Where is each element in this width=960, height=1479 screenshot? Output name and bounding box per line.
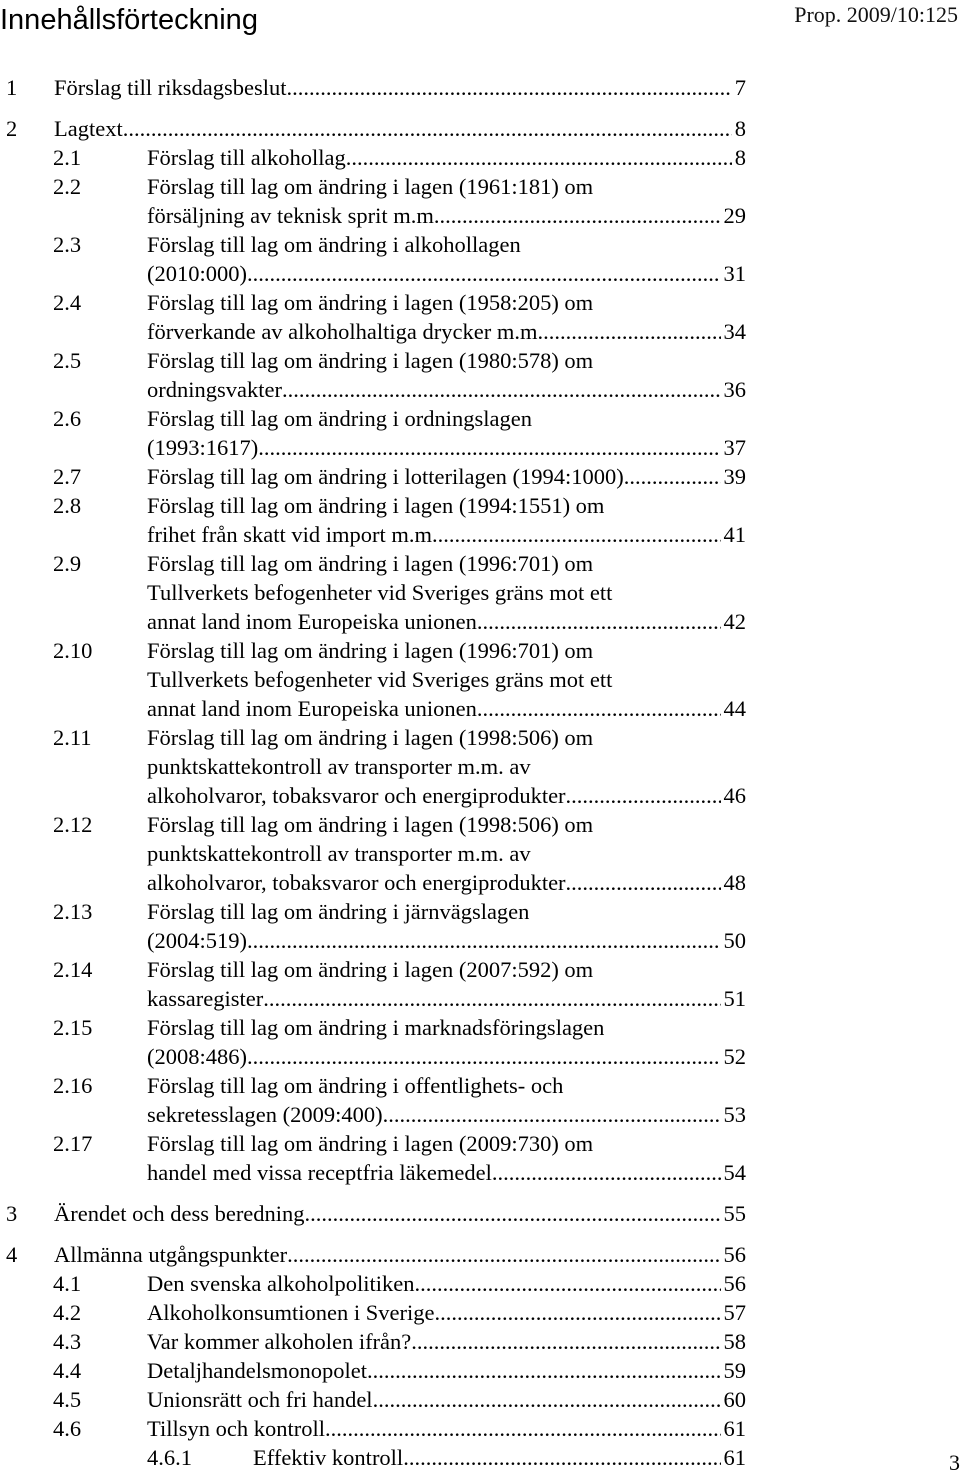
toc-entry-leader-line <box>147 201 746 230</box>
toc-entry-title-line: Förslag till lag om ändring i lagen (2009:730) om <box>147 1131 594 1156</box>
toc-entry-leader-line <box>147 607 746 636</box>
dot-leader <box>477 694 721 723</box>
toc-entry-page: 8 <box>734 145 746 170</box>
toc-entry-title-line: Förslag till lag om ändring i lagen (1998:506) om <box>147 725 594 750</box>
toc-entry[interactable] <box>0 1269 960 1298</box>
toc-entry-leader-line <box>147 781 746 810</box>
toc-entry-leader-line <box>147 375 746 404</box>
toc-entry-leader-line <box>147 1158 746 1187</box>
toc-entry-title-line: Var kommer alkoholen ifrån? <box>147 1329 412 1354</box>
dot-leader <box>543 317 720 346</box>
dot-leader <box>123 114 732 143</box>
dot-leader <box>492 1158 721 1187</box>
toc-entry-title-line: (2008:486) <box>147 1044 247 1069</box>
toc-entry[interactable] <box>0 404 960 462</box>
toc-entry-title-line: kassaregister <box>147 986 264 1011</box>
toc-entry[interactable] <box>0 1327 960 1356</box>
toc-entry-number: 2.9 <box>53 551 82 576</box>
toc-entry-page: 56 <box>723 1271 746 1296</box>
toc-entry-leader-line <box>147 694 746 723</box>
toc-entry[interactable] <box>0 1356 960 1385</box>
toc-entry-title-line: Den svenska alkoholpolitiken <box>147 1271 415 1296</box>
toc-entry-title-line: alkoholvaror, tobaksvaror och energiprodukter <box>147 870 566 895</box>
toc-entry-number: 2.4 <box>53 290 82 315</box>
toc-entry-page: 39 <box>723 464 746 489</box>
toc-entry-title-line: Lagtext <box>54 116 123 141</box>
toc-entry-number: 3 <box>6 1201 18 1226</box>
dot-leader <box>477 607 721 636</box>
toc-entry-title-line: Förslag till riksdagsbeslut <box>54 75 287 100</box>
toc-entry-page: 58 <box>723 1329 746 1354</box>
dot-leader <box>247 926 721 955</box>
toc-entry[interactable] <box>0 1385 960 1414</box>
toc-entry-page: 8 <box>734 116 746 141</box>
toc-entry-leader-line <box>147 143 746 172</box>
dot-leader <box>566 781 721 810</box>
toc-entry-title-line: alkoholvaror, tobaksvaror och energiprodukter <box>147 783 566 808</box>
toc-entry-number: 2.15 <box>53 1015 93 1040</box>
toc-entry-page: 52 <box>723 1044 746 1069</box>
toc-entry-page: 42 <box>723 609 746 634</box>
toc-entry-page: 55 <box>723 1201 746 1226</box>
toc-entry-title-line: Tullverkets befogenheter vid Sveriges gräns mot ett <box>147 667 613 692</box>
toc-entry-page: 29 <box>723 203 746 228</box>
toc-entry-number: 4.6 <box>53 1416 82 1441</box>
toc-entry-title-line: förverkande av alkoholhaltiga drycker m.m. <box>147 319 544 344</box>
toc-entry-page: 36 <box>723 377 746 402</box>
toc-entry-number: 4.5 <box>53 1387 82 1412</box>
dot-leader <box>439 201 720 230</box>
toc-entry-leader-line <box>147 868 746 897</box>
toc-entry-title-line: Förslag till alkohollag <box>147 145 346 170</box>
toc-entry[interactable] <box>0 1013 960 1071</box>
toc-entry-title-line: (1993:1617) <box>147 435 259 460</box>
toc-entry-leader-line <box>147 1356 746 1385</box>
toc-entry-number: 2.6 <box>53 406 82 431</box>
toc-entry-title-line: Förslag till lag om ändring i lagen (1994:1551) om <box>147 493 605 518</box>
dot-leader <box>624 462 721 491</box>
dot-leader <box>258 433 720 462</box>
toc-entry[interactable] <box>0 1199 960 1228</box>
toc-entry-title-line: Förslag till lag om ändring i lagen (1980:578) om <box>147 348 594 373</box>
toc-entry[interactable] <box>0 810 960 897</box>
toc-entry-leader-line <box>147 1042 746 1071</box>
toc-entry[interactable] <box>0 114 960 143</box>
document-reference: Prop. 2009/10:125 <box>794 2 958 27</box>
toc-entry-page: 56 <box>723 1242 746 1267</box>
toc-entry-leader-line <box>147 926 746 955</box>
page-number: 3 <box>949 1450 960 1475</box>
dot-leader <box>367 1356 721 1385</box>
toc-entry-number: 2.14 <box>53 957 93 982</box>
page-header-title: Innehållsförteckning <box>0 4 258 36</box>
toc-entry-number: 2.7 <box>53 464 82 489</box>
toc-entry-title-line: Allmänna utgångspunkter <box>54 1242 288 1267</box>
toc-entry-page: 7 <box>734 75 746 100</box>
toc-entry-number: 2.3 <box>53 232 82 257</box>
toc-entry-leader-line <box>253 1443 746 1472</box>
toc-entry-page: 53 <box>723 1102 746 1127</box>
dot-leader <box>263 984 720 1013</box>
toc-entry-page: 60 <box>723 1387 746 1412</box>
toc-entry-page: 41 <box>723 522 746 547</box>
toc-entry-title-line: Förslag till lag om ändring i lagen (1961:181) om <box>147 174 594 199</box>
toc-entry-title-line: Förslag till lag om ändring i marknadsföringslagen <box>147 1015 605 1040</box>
toc-entry-page: 59 <box>723 1358 746 1383</box>
toc-entry-number: 4 <box>6 1242 18 1267</box>
toc-entry-title-line: punktskattekontroll av transporter m.m. av <box>147 754 531 779</box>
toc-entry-number: 2.13 <box>53 899 93 924</box>
toc-entry-leader-line <box>147 433 746 462</box>
toc-entry-page: 46 <box>723 783 746 808</box>
toc-entry[interactable] <box>0 1298 960 1327</box>
toc-entry-page: 44 <box>723 696 746 721</box>
toc-entry[interactable] <box>0 491 960 549</box>
toc-entry-leader-line <box>54 1199 746 1228</box>
toc-entry-number: 2.16 <box>53 1073 93 1098</box>
toc-entry-title-line: Unionsrätt och fri handel <box>147 1387 373 1412</box>
toc-entry-title-line: (2004:519) <box>147 928 247 953</box>
toc-entry-title-line: Förslag till lag om ändring i lagen (2007:592) om <box>147 957 594 982</box>
toc-entry[interactable] <box>0 1129 960 1187</box>
toc-entry-title-line: sekretesslagen (2009:400) <box>147 1102 383 1127</box>
toc-entry-page: 48 <box>723 870 746 895</box>
toc-entry-title-line: Detaljhandelsmonopolet <box>147 1358 367 1383</box>
toc-entry-page: 34 <box>723 319 746 344</box>
dot-leader <box>282 375 721 404</box>
toc-entry-number: 2.12 <box>53 812 93 837</box>
dot-leader <box>403 1443 720 1472</box>
toc-entry-leader-line <box>54 114 746 143</box>
dot-leader <box>414 1269 720 1298</box>
toc-entry[interactable] <box>0 346 960 404</box>
toc-entry-title-line: Förslag till lag om ändring i offentlighets- och <box>147 1073 564 1098</box>
toc-entry-title-line: punktskattekontroll av transporter m.m. av <box>147 841 531 866</box>
toc-entry-number: 4.1 <box>53 1271 82 1296</box>
toc-entry[interactable] <box>0 1414 960 1443</box>
toc-entry[interactable] <box>0 1071 960 1129</box>
toc-entry-page: 50 <box>723 928 746 953</box>
toc-entry-title-line: Förslag till lag om ändring i järnvägslagen <box>147 899 530 924</box>
toc-entry[interactable] <box>0 143 960 172</box>
toc-entry-number: 2.1 <box>53 145 82 170</box>
toc-entry-title-line: annat land inom Europeiska unionen <box>147 696 477 721</box>
dot-leader <box>287 73 732 102</box>
toc-entry-title-line: annat land inom Europeiska unionen <box>147 609 477 634</box>
toc-entry-leader-line <box>147 984 746 1013</box>
toc-entry[interactable] <box>0 1240 960 1269</box>
dot-leader <box>247 1042 721 1071</box>
toc-entry-page: 37 <box>723 435 746 460</box>
toc-entry-title-line: Tullverkets befogenheter vid Sveriges gräns mot ett <box>147 580 613 605</box>
dot-leader <box>411 1327 720 1356</box>
toc-entry-title-line: Förslag till lag om ändring i ordningslagen <box>147 406 532 431</box>
toc-entry-leader-line <box>147 1100 746 1129</box>
toc-entry[interactable] <box>0 288 960 346</box>
toc-entry-title-line: Tillsyn och kontroll <box>147 1416 325 1441</box>
toc-entry-leader-line <box>147 1414 746 1443</box>
toc-entry-leader-line <box>54 73 746 102</box>
dot-leader <box>434 1298 720 1327</box>
toc-entry-page: 51 <box>723 986 746 1011</box>
toc-entry-title-line: Förslag till lag om ändring i lagen (1998:506) om <box>147 812 594 837</box>
dot-leader <box>346 143 732 172</box>
toc-entry-leader-line <box>147 1298 746 1327</box>
toc-entry-title-line: Förslag till lag om ändring i lotterilagen (1994:1000) <box>147 464 624 489</box>
toc-entry-title-line: Ärendet och dess beredning <box>54 1201 305 1226</box>
toc-entry-page: 57 <box>723 1300 746 1325</box>
toc-entry[interactable] <box>0 230 960 288</box>
toc-entry-leader-line <box>147 520 746 549</box>
dot-leader <box>383 1100 721 1129</box>
toc-entry-leader-line <box>147 1269 746 1298</box>
toc-entry-title-line: Förslag till lag om ändring i lagen (1958:205) om <box>147 290 594 315</box>
toc-entry-page: 61 <box>723 1416 746 1441</box>
toc-entry-title-line: handel med vissa receptfria läkemedel <box>147 1160 492 1185</box>
toc-entry-title-line: (2010:000) <box>147 261 247 286</box>
toc-entry-page: 54 <box>723 1160 746 1185</box>
toc-entry-number: 2.2 <box>53 174 82 199</box>
toc-entry[interactable] <box>0 462 960 491</box>
toc-entry-title-line: Förslag till lag om ändring i lagen (1996:701) om <box>147 638 594 663</box>
toc-entry-number: 2.11 <box>53 725 92 750</box>
dot-leader <box>247 259 721 288</box>
toc-entry-title-line: försäljning av teknisk sprit m.m. <box>147 203 440 228</box>
toc-entry-number: 4.2 <box>53 1300 82 1325</box>
toc-entry-number: 2.17 <box>53 1131 93 1156</box>
toc-entry-leader-line <box>147 317 746 346</box>
toc-entry-title-line: Effektiv kontroll <box>253 1445 404 1470</box>
toc-entry-page: 61 <box>723 1445 746 1470</box>
toc-entry-title-line: Förslag till lag om ändring i alkohollagen <box>147 232 521 257</box>
dot-leader <box>438 520 721 549</box>
toc-entry[interactable] <box>0 172 960 230</box>
toc-entry-number: 4.3 <box>53 1329 82 1354</box>
toc-entry-title-line: Alkoholkonsumtionen i Sverige <box>147 1300 435 1325</box>
toc-entry[interactable] <box>0 636 960 723</box>
toc-entry-title-line: Förslag till lag om ändring i lagen (1996:701) om <box>147 551 594 576</box>
toc-entry-number: 2.5 <box>53 348 82 373</box>
toc-entry-title-line: frihet från skatt vid import m.m. <box>147 522 438 547</box>
dot-leader <box>373 1385 721 1414</box>
dot-leader <box>566 868 721 897</box>
toc-entry[interactable] <box>0 955 960 1013</box>
toc-entry-number: 2.8 <box>53 493 82 518</box>
dot-leader <box>305 1199 721 1228</box>
toc-entry-number: 4.6.1 <box>147 1445 192 1470</box>
toc-entry[interactable] <box>0 723 960 810</box>
toc-entry-leader-line <box>54 1240 746 1269</box>
toc-entry-number: 2 <box>6 116 18 141</box>
dot-leader <box>287 1240 720 1269</box>
toc-entry[interactable] <box>0 549 960 636</box>
toc-entry-number: 1 <box>6 75 18 100</box>
toc-entry-page: 31 <box>723 261 746 286</box>
toc-entry-title-line: ordningsvakter <box>147 377 282 402</box>
toc-entry[interactable] <box>0 897 960 955</box>
toc-entry-leader-line <box>147 259 746 288</box>
toc-entry-number: 4.4 <box>53 1358 82 1383</box>
dot-leader <box>325 1414 721 1443</box>
toc-entry-leader-line <box>147 1327 746 1356</box>
toc-entry[interactable] <box>0 73 960 102</box>
toc-entry[interactable] <box>0 1443 960 1472</box>
toc-entry-leader-line <box>147 462 746 491</box>
toc-entry-number: 2.10 <box>53 638 93 663</box>
toc-entry-leader-line <box>147 1385 746 1414</box>
